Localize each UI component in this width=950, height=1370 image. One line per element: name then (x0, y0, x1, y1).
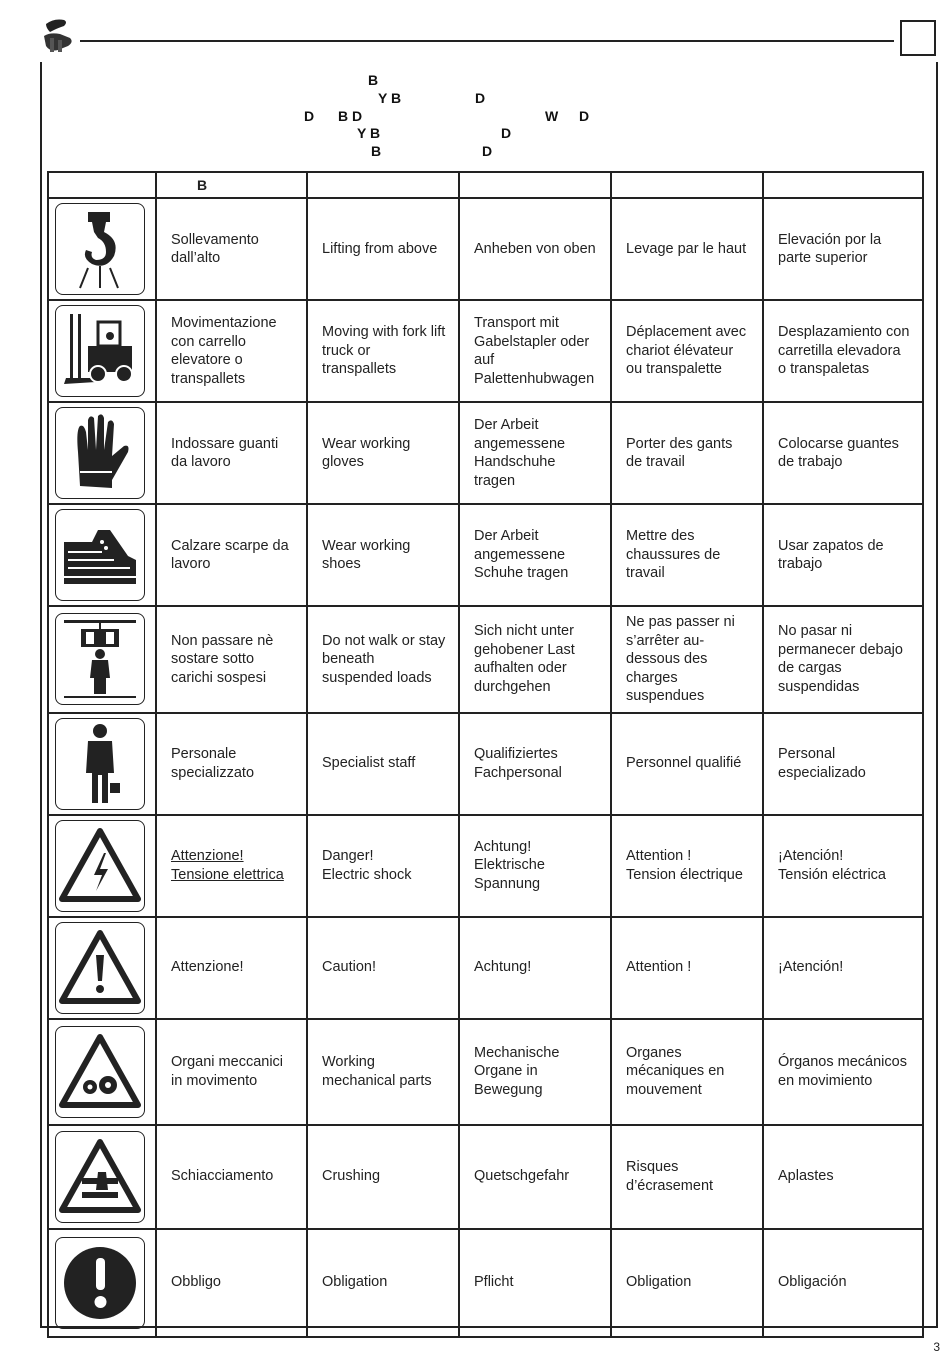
electric-hazard-icon (55, 820, 145, 912)
cell-text-en: Lifting from above (322, 240, 438, 257)
cell-text-es: Aplastes (778, 1168, 834, 1185)
table-row (48, 504, 923, 606)
cell-text-es: Órganos mecánicos en movimiento (778, 1054, 907, 1089)
page-number: 3 (933, 1340, 940, 1354)
cell-text-de: Sich nicht unter gehobener Last aufhalten oder durchgehen (474, 623, 575, 695)
cell-text-es: ¡Atención! Tensión eléctrica (778, 848, 886, 883)
cell-text-en: Caution! (322, 959, 377, 976)
cell-text-de: Anheben von oben (474, 240, 596, 257)
forklift-icon (55, 305, 145, 397)
cell-text-de: Mechanische Organe in Bewegung (474, 1044, 560, 1098)
cell-text-fr: Risques d’écrasement (626, 1159, 714, 1194)
cell-text-fr: Organes mécaniques en mouvement (626, 1044, 725, 1098)
company-logo-icon (40, 16, 78, 56)
cell-text-de: Pflicht (474, 1274, 514, 1291)
table-row (48, 1125, 923, 1229)
cell-text-en: Specialist staff (322, 755, 416, 772)
cell-text-en: Obligation (322, 1274, 388, 1291)
work-shoe-icon (55, 509, 145, 601)
cell-text-de: Qualifiziertes Fachpersonal (474, 746, 562, 781)
header-fragment: B (368, 72, 379, 88)
cell-text-it: Calzare scarpe da lavoro (171, 537, 289, 572)
cell-text-it: Attenzione! (171, 959, 244, 976)
obligation-icon (55, 1237, 145, 1329)
crushing-hazard-icon (55, 1131, 145, 1223)
cell-text-en: Moving with fork lift truck or transpallets (322, 324, 446, 378)
work-gloves-icon (55, 407, 145, 499)
cell-text-it: Tensione elettrica (171, 866, 284, 883)
cell-text-it: Obbligo (171, 1274, 221, 1291)
frame-left (40, 62, 42, 1328)
table-row (48, 606, 923, 713)
table-header-label: B (197, 176, 208, 193)
cell-text-es: Usar zapatos de trabajo (778, 537, 884, 572)
safety-symbols-table (47, 171, 924, 1338)
top-rule (80, 40, 894, 42)
cell-text-fr: Attention ! (626, 959, 692, 976)
cell-text-it: Indossare guanti da lavoro (171, 435, 279, 470)
table-row (48, 1019, 923, 1125)
cell-text-en: Crushing (322, 1168, 381, 1185)
header-fragment: D (482, 143, 493, 159)
specialist-person-icon (55, 718, 145, 810)
header-fragment: D (304, 108, 315, 124)
gears-hazard-icon (55, 1026, 145, 1118)
cell-text-it: Non passare nè sostare sotto carichi sospesi (171, 632, 274, 686)
table-row (48, 917, 923, 1019)
table-row (48, 198, 923, 300)
cell-text-es: Desplazamiento con carretilla elevadora o transpaletas (778, 324, 910, 378)
cell-text-it: Organi meccanici in movimento (171, 1054, 284, 1089)
cell-text-fr: Déplacement avec chariot élévateur ou transpalette (626, 324, 747, 378)
cell-text-it: Personale specializzato (171, 746, 255, 781)
cell-text-fr: Obligation (626, 1274, 692, 1291)
cell-text-it: Attenzione! (171, 848, 244, 864)
cell-text-de: Achtung! (474, 959, 532, 976)
cell-text-de: Transport mit Gabelstapler oder auf Palettenhubwagen (474, 315, 595, 387)
header-fragment: Y B (357, 125, 381, 141)
cell-text-en: Danger! Electric shock (322, 848, 412, 883)
suspended-load-icon (55, 613, 145, 705)
table-row (48, 815, 923, 917)
header-fragment: B (371, 143, 382, 159)
cell-text-de: Der Arbeit angemessene Schuhe tragen (474, 528, 569, 582)
table-header-row (48, 172, 923, 198)
cell-text-es: ¡Atención! (778, 959, 844, 976)
table-row (48, 300, 923, 402)
cell-text-es: Obligación (778, 1274, 847, 1291)
cell-text-it: Movimentazione con carrello elevatore o transpallets (171, 315, 277, 387)
header-fragment: D (501, 125, 512, 141)
cell-text-fr: Levage par le haut (626, 240, 747, 257)
cell-text-en: Wear working shoes (322, 537, 411, 572)
cell-text-it: Schiacciamento (171, 1168, 274, 1185)
table-row (48, 713, 923, 815)
cell-text-de: Quetschgefahr (474, 1168, 570, 1185)
corner-box (900, 20, 936, 56)
cell-text-es: Elevación por la parte superior (778, 231, 882, 266)
table-row (48, 402, 923, 504)
cell-text-fr: Personnel qualifié (626, 755, 742, 772)
cell-text-de: Achtung! Elektrische Spannung (474, 838, 545, 892)
cell-text-fr: Mettre des chaussures de travail (626, 528, 721, 582)
cell-text-en: Working mechanical parts (322, 1054, 432, 1089)
cell-text-de: Der Arbeit angemessene Handschuhe tragen (474, 417, 566, 489)
header-fragment: W (545, 108, 559, 124)
cell-text-it: Sollevamento dall’alto (171, 231, 259, 266)
cell-text-fr: Porter des gants de travail (626, 435, 733, 470)
cell-text-fr: Attention ! Tension électrique (626, 848, 743, 883)
table-row (48, 1229, 923, 1337)
header-fragment: B D (338, 108, 363, 124)
cell-text-en: Wear working gloves (322, 435, 411, 470)
warning-exclamation-icon (55, 922, 145, 1014)
cell-text-es: Colocarse guantes de trabajo (778, 435, 899, 470)
cell-text-fr: Ne pas passer ni s’arrêter au-dessous des charges suspendues (626, 614, 735, 704)
header-fragment: Y B (378, 90, 402, 106)
cell-text-en: Do not walk or stay beneath suspended loads (322, 632, 446, 686)
cell-text-es: Personal especializado (778, 746, 866, 781)
frame-right (936, 62, 938, 1328)
header-fragment: D (475, 90, 486, 106)
crane-hook-icon (55, 203, 145, 295)
cell-text-es: No pasar ni permanecer debajo de cargas suspendidas (778, 623, 903, 695)
header-fragment: D (579, 108, 590, 124)
